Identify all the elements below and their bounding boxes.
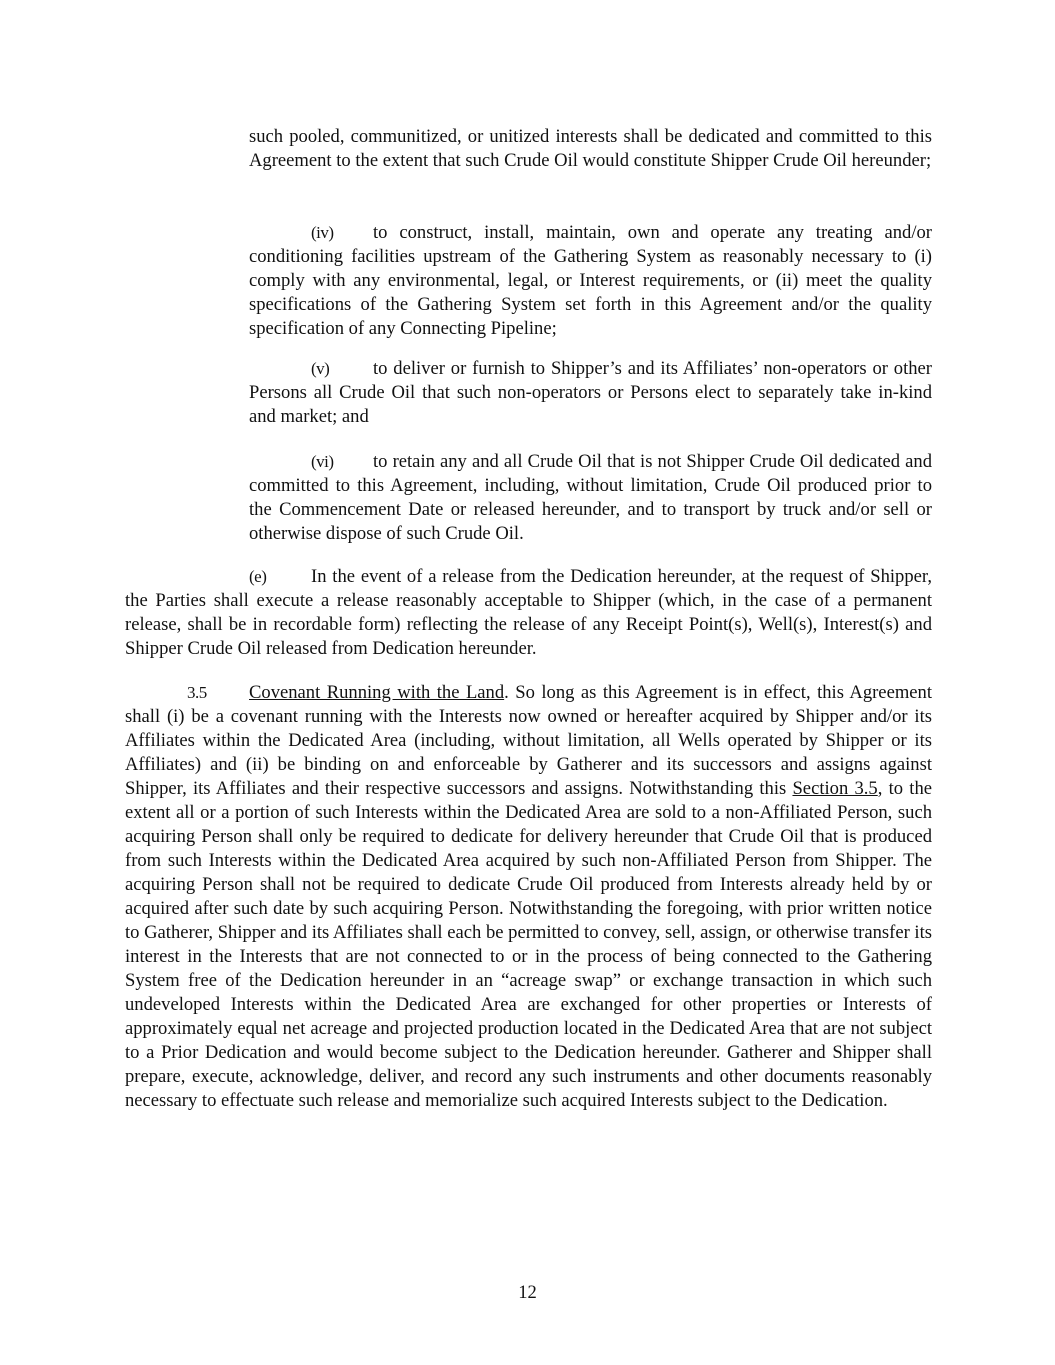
clause-text: to retain any and all Crude Oil that is not Shipper Crude Oil dedicated and committed to this Agreement, including, without limitation, Crude Oil produced prior to the Commencement Date or released hereunder, and to transport by truck and/or sell or otherwise dispose of such Crude Oil. [249,451,932,544]
paragraph-text: such pooled, communitized, or unitized interests shall be dedicated and committed to this Agreement to the extent that such Crude Oil would constitute Shipper Crude Oil hereunder; [249,126,932,171]
page-number: 12 [518,1282,537,1303]
clause-label: (vi) [311,452,334,471]
clause-label: (e) [249,567,267,586]
clause-text: to deliver or furnish to Shipper’s and its Affiliates’ non-operators or other Persons all Crude Oil that such non-operators or Persons elect to separately take in-kind and market; and [249,358,932,427]
section-text-part-b: , to the extent all or a portion of such Interests within the Dedicated Area are sold to a non-Affiliated Person, such acquiring Person shall only be required to dedicate for delivery hereunder that Crude Oil that is produced from such Interests within the Dedicated Area acquired by such non-Affiliated Person from Shipper. The acquiring Person shall not be required to dedicate Crude Oil produced from Interests already held by or acquired after such date by such acquiring Person. Notwithstanding the foregoing, with prior written notice to Gatherer, Shipper and its Affiliates shall each be permitted to convey, sell, assign, or otherwise transfer its interest in the Interests that are not connected to or in the process of being connected to the Gathering System free of the Dedication hereunder in an “acreage swap” or exchange transaction in which such undeveloped Interests within the Dedicated Area are exchanged for other properties or Interests of approximately equal net acreage and projected production located in the Dedicated Area that are not subject to a Prior Dedication and would become subject to the Dedication hereunder. Gatherer and Shipper shall prepare, execute, acknowledge, deliver, and record any such instruments and other documents reasonably necessary to effectuate such release and memorialize such acquired Interests subject to the Dedication. [125,778,932,1111]
section-3-5 [125,681,932,1113]
paragraph-continuation [249,125,932,173]
clause-iv [249,221,932,341]
clause-text: to construct, install, maintain, own and operate any treating and/or conditioning facilities upstream of the Gathering System as reasonably necessary to (i) comply with any environmental, legal, or Interest requirements, or (ii) meet the quality specifications of the Gathering System set forth in this Agreement and/or the quality specification of any Connecting Pipeline; [249,222,932,339]
clause-label: (v) [311,359,330,378]
section-heading: Covenant Running with the Land [249,682,505,703]
clause-text: In the event of a release from the Dedication hereunder, at the request of Shipper, the Parties shall execute a release reasonably acceptable to Shipper (which, in the case of a permanent release, shall be in recordable form) reflecting the release of any Receipt Point(s), Well(s), Interest(s) and Shipper Crude Oil released from Dedication hereunder. [125,566,932,659]
section-number: 3.5 [187,683,207,702]
clause-v [249,357,932,429]
clause-label: (iv) [311,223,334,242]
clause-e [125,565,932,661]
clause-vi [249,450,932,546]
section-text-part-a: . So long as this Agreement is in effect, this Agreement shall (i) be a covenant running with the Interests now owned or hereafter acquired by Shipper and/or its Affiliates within the Dedicated Area (including, without limitation, all Wells operated by Shipper or its Affiliates) and (ii) be binding on and enforceable by Gatherer and its successors and assigns against Shipper, its Affiliates and their respective successors and assigns. Notwithstanding this [125,682,932,799]
section-cross-reference: Section 3.5 [792,778,878,799]
